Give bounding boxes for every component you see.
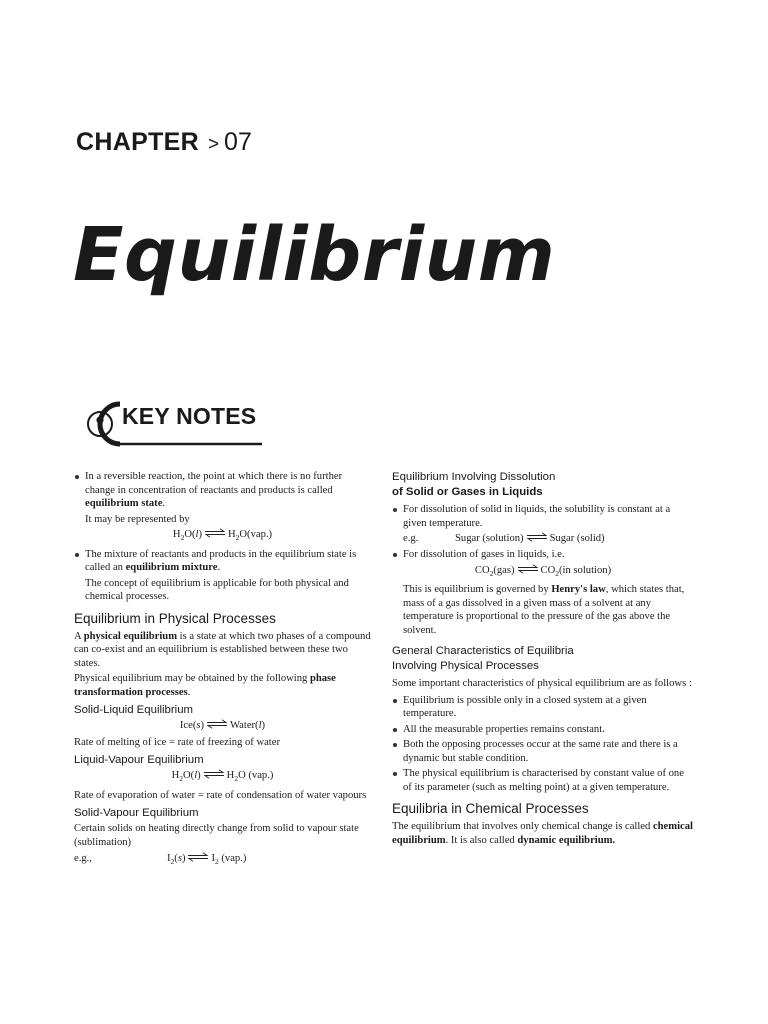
equation-iodine: $I_2(s)$ $I_2$ (vap.): [167, 853, 247, 867]
paragraph: Rate of melting of ice = rate of freezing of water: [74, 736, 280, 748]
paragraph: Rate of evaporation of water = rate of condensation of water vapours: [74, 789, 367, 801]
chapter-number: 07: [224, 128, 252, 156]
list-item: The physical equilibrium is characterised by constant value of one of its parameter (such as melting point) at a given temperature.: [392, 767, 694, 794]
subsection-heading: Equilibrium Involving Dissolution of Solid or Gases in Liquids: [392, 471, 556, 498]
paragraph: Physical equilibrium may be obtained by the following phase transformation processes.: [74, 673, 336, 698]
example-row: [403, 532, 694, 546]
subsection-heading: General Characteristics of Equilibria Involving Physical Processes: [392, 645, 574, 673]
paragraph: Certain solids on heating directly change from solid to vapour state (sublimation): [74, 823, 359, 848]
note-text: The concept of equilibrium is applicable for both physical and chemical processes.: [85, 577, 349, 603]
example-row: [74, 852, 371, 866]
equilibrium-arrow-icon: [517, 564, 539, 574]
list-item: In a reversible reaction, the point at which there is no further change in concentration of reactants and products is called equilibrium state.: [74, 470, 371, 511]
list-item: The mixture of reactants and products in the equilibrium state is called an equilibrium mixture.: [74, 548, 371, 575]
subsection-heading: Solid-Liquid Equilibrium: [74, 704, 194, 717]
paragraph: The equilibrium that involves only chemical change is called chemical equilibrium. It is also called dynamic equilibrium.: [392, 821, 693, 846]
equilibrium-arrow-icon: [187, 852, 209, 862]
equation-liquid-vapour: $H_2O(l)$ $H_2O$ (vap.): [171, 770, 274, 784]
equilibrium-arrow-icon: [526, 532, 548, 542]
paragraph: Some important characteristics of physical equilibrium are as follows :: [392, 678, 692, 690]
paragraph: This is equilibrium is governed by Henry's law, which states that, mass of a gas dissolved in a given mass of a solvent at any temperature is proportional to the pressure of the gas above the solvent.: [403, 584, 685, 636]
equilibrium-arrow-icon: [206, 719, 228, 729]
equation-sugar: Sugar (solution) Sugar (solid): [455, 533, 605, 544]
section-heading: Equilibria in Chemical Processes: [392, 801, 589, 817]
chapter-word: CHAPTER: [76, 128, 199, 156]
equation-ice-water: Ice(s) Water(l): [179, 720, 266, 732]
chapter-label: [76, 128, 252, 157]
equation-co2: $CO_2(gas)$ $CO_2(in$ solution): [474, 564, 612, 578]
list-item: Both the opposing processes occur at the same rate and there is a dynamic but stable condition.: [392, 738, 694, 765]
subsection-heading: Liquid-Vapour Equilibrium: [74, 754, 204, 767]
section-heading: Equilibrium in Physical Processes: [74, 610, 276, 626]
equation-water-vapour: $H_2O(l)$ $H_2O(vap.)$: [172, 529, 273, 543]
example-label: e.g.: [403, 533, 419, 544]
right-column: [392, 470, 694, 847]
list-item: For dissolution of solid in liquids, the solubility is constant at a given temperature.: [392, 503, 694, 530]
key-notes-banner: [76, 398, 276, 450]
list-item: Equilibrium is possible only in a closed system at a given temperature.: [392, 694, 694, 721]
chapter-separator: >: [207, 134, 220, 155]
key-notes-title: KEY NOTES: [122, 403, 257, 429]
list-item: All the measurable properties remains constant.: [392, 723, 694, 737]
left-column: [74, 470, 371, 866]
subsection-heading: Solid-Vapour Equilibrium: [74, 807, 199, 820]
equilibrium-arrow-icon: [204, 528, 226, 538]
example-label: e.g.,: [74, 853, 92, 865]
paragraph: A physical equilibrium is a state at which two phases of a compound can co-exist and an equilibrium is established between these two states.: [74, 630, 371, 669]
note-text: It may be represented by: [85, 513, 190, 525]
equilibrium-arrow-icon: [203, 769, 225, 779]
list-item: For dissolution of gases in liquids, i.e.: [392, 548, 694, 562]
page-title: Equilibrium: [73, 212, 556, 298]
